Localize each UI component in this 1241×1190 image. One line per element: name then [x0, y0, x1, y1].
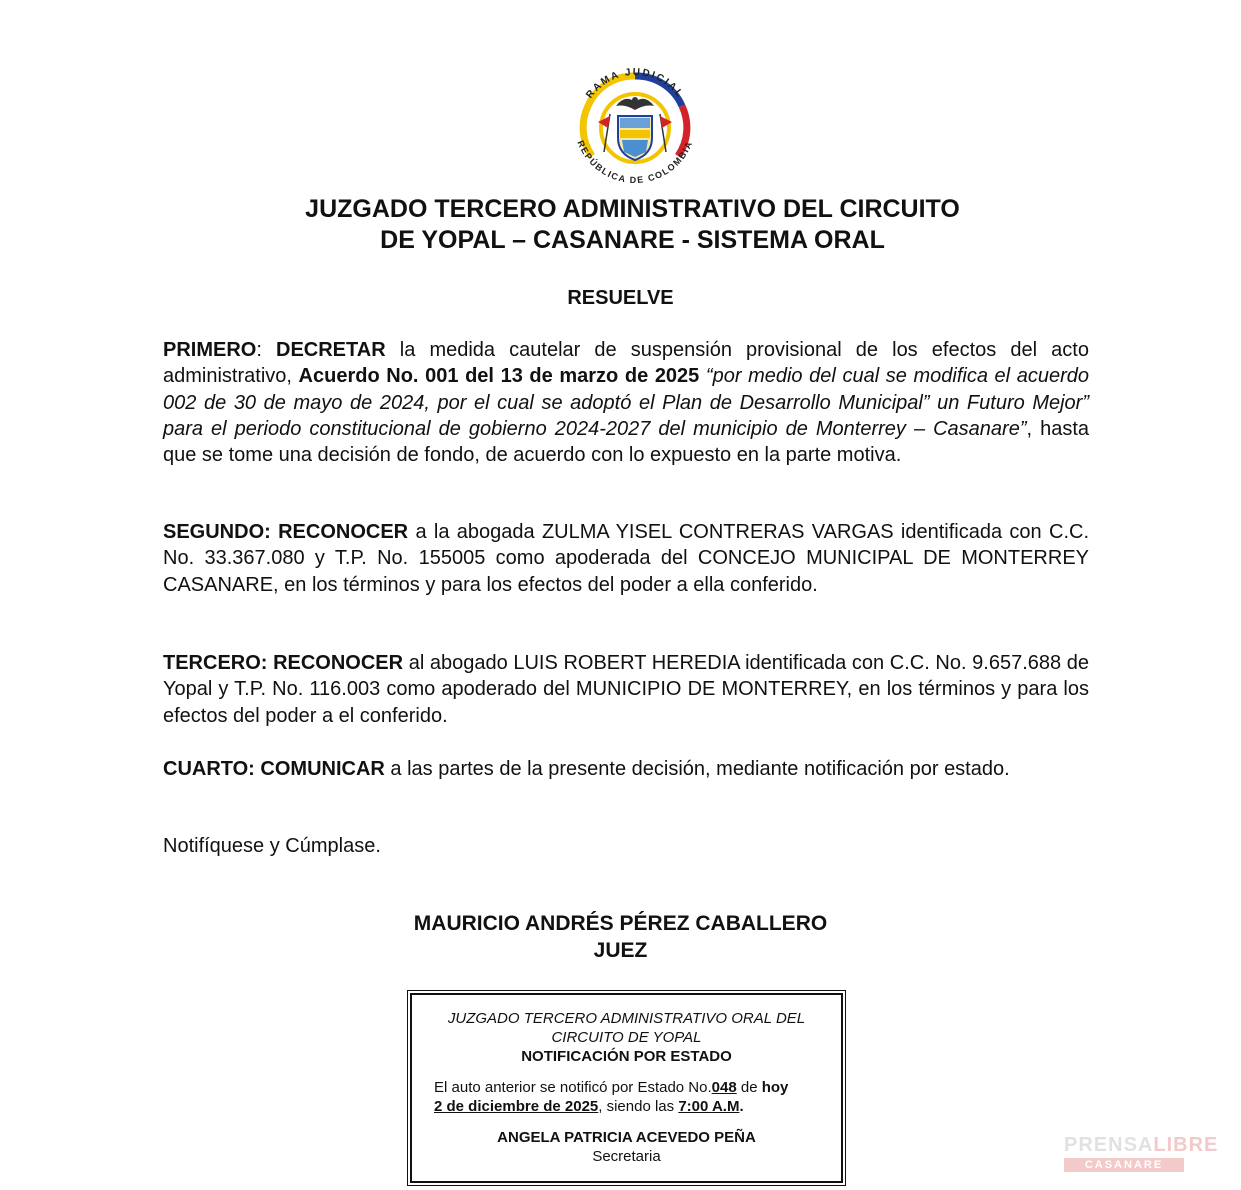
closing-text	[163, 833, 1089, 859]
tercero-lead: TERCERO: RECONOCER	[163, 652, 404, 674]
notice-signer-role: Secretaria	[592, 1148, 661, 1165]
notice-court-line2: CIRCUITO DE YOPAL	[551, 1029, 702, 1046]
resuelve-heading: RESUELVE	[567, 287, 674, 309]
court-title	[12, 194, 1241, 256]
primero-act: Acuerdo No. 001 del 13 de marzo de 2025	[298, 365, 700, 388]
prensa-libre-watermark	[1064, 1134, 1219, 1180]
notice-court-line1: JUZGADO TERCERO ADMINISTRATIVO ORAL DEL	[447, 1010, 806, 1027]
primero-verb: DECRETAR	[276, 339, 386, 361]
segundo-text: a la abogada ZULMA YISEL CONTRERAS VARGAS identificada con C.C. No. 33.367.080 y T.P. No. 155005 como apoderada del CONCEJO MUNICIPAL DE MONTERREY CASANARE, en los términos y para los efectos del poder a ella conferido.	[163, 521, 1090, 596]
notice-text4: .	[739, 1098, 744, 1115]
judge-name: MAURICIO ANDRÉS PÉREZ CABALLERO	[413, 912, 828, 935]
watermark-sub: CASANARE	[1064, 1158, 1184, 1172]
notice-time: 7:00 A.M	[678, 1098, 740, 1115]
notice-hoy: hoy	[761, 1079, 789, 1096]
paragraph-primero	[163, 337, 1089, 468]
notice-court	[412, 1009, 841, 1047]
primero-sep: :	[256, 339, 277, 361]
tercero-text: al abogado LUIS ROBERT HEREDIA identificada con C.C. No. 9.657.688 de Yopal y T.P. No. 116.003 como apoderado del MUNICIPIO DE MONTERREY, en los términos y para los efectos del poder a el conferido.	[163, 652, 1089, 727]
notification-box	[410, 993, 843, 1183]
court-title-line1: JUZGADO TERCERO ADMINISTRATIVO DEL CIRCUITO	[305, 195, 960, 223]
notice-text3: , siendo las	[598, 1098, 679, 1115]
notice-text2: de	[736, 1079, 762, 1096]
primero-ordinal: PRIMERO	[163, 339, 257, 361]
notice-signer: ANGELA PATRICIA ACEVEDO PEÑA	[497, 1129, 756, 1146]
closing-line: Notifíquese y Cúmplase.	[163, 835, 381, 857]
judge-title: JUEZ	[593, 939, 648, 962]
notice-heading: NOTIFICACIÓN POR ESTADO	[521, 1048, 732, 1065]
watermark-word2: LIBRE	[1153, 1134, 1219, 1156]
cuarto-lead: CUARTO: COMUNICAR	[163, 758, 385, 780]
notice-body	[412, 1078, 841, 1116]
judge-signature	[0, 910, 1241, 964]
notice-text1: El auto anterior se notificó por Estado No.	[434, 1079, 712, 1096]
notice-date: 2 de diciembre de 2025	[434, 1098, 599, 1115]
primero-text1: la medida cautelar de suspensión provisional de los efectos del acto administrativo,	[163, 339, 1089, 388]
cuarto-text: a las partes de la presente decisión, mediante notificación por estado.	[384, 758, 1010, 780]
seal-top-text: RAMA JUDICIAL	[584, 66, 686, 101]
watermark-word1: PRENSA	[1064, 1134, 1154, 1156]
segundo-lead: SEGUNDO: RECONOCER	[163, 521, 409, 543]
paragraph-tercero	[163, 650, 1089, 729]
primero-text2: , hasta que se tome una decisión de fondo, de acuerdo con lo expuesto en la parte motiva.	[163, 417, 1089, 467]
court-title-line2: DE YOPAL – CASANARE - SISTEMA ORAL	[380, 226, 885, 254]
rama-judicial-seal	[560, 56, 710, 196]
seal-bottom-text: REPÚBLICA DE COLOMBIA	[575, 139, 695, 186]
primero-quote: “por medio del cual se modifica el acuerdo 002 de 30 de mayo de 2024, por el cual se adoptó el Plan de Desarrollo Municipal” un Futuro Mejor” para el periodo constitucional de gobierno 2024-2027 del municipio de Monterrey – Casanare”	[163, 365, 1089, 440]
paragraph-cuarto	[163, 756, 1089, 782]
paragraph-segundo	[163, 519, 1089, 598]
notice-estado-no: 048	[711, 1079, 737, 1096]
